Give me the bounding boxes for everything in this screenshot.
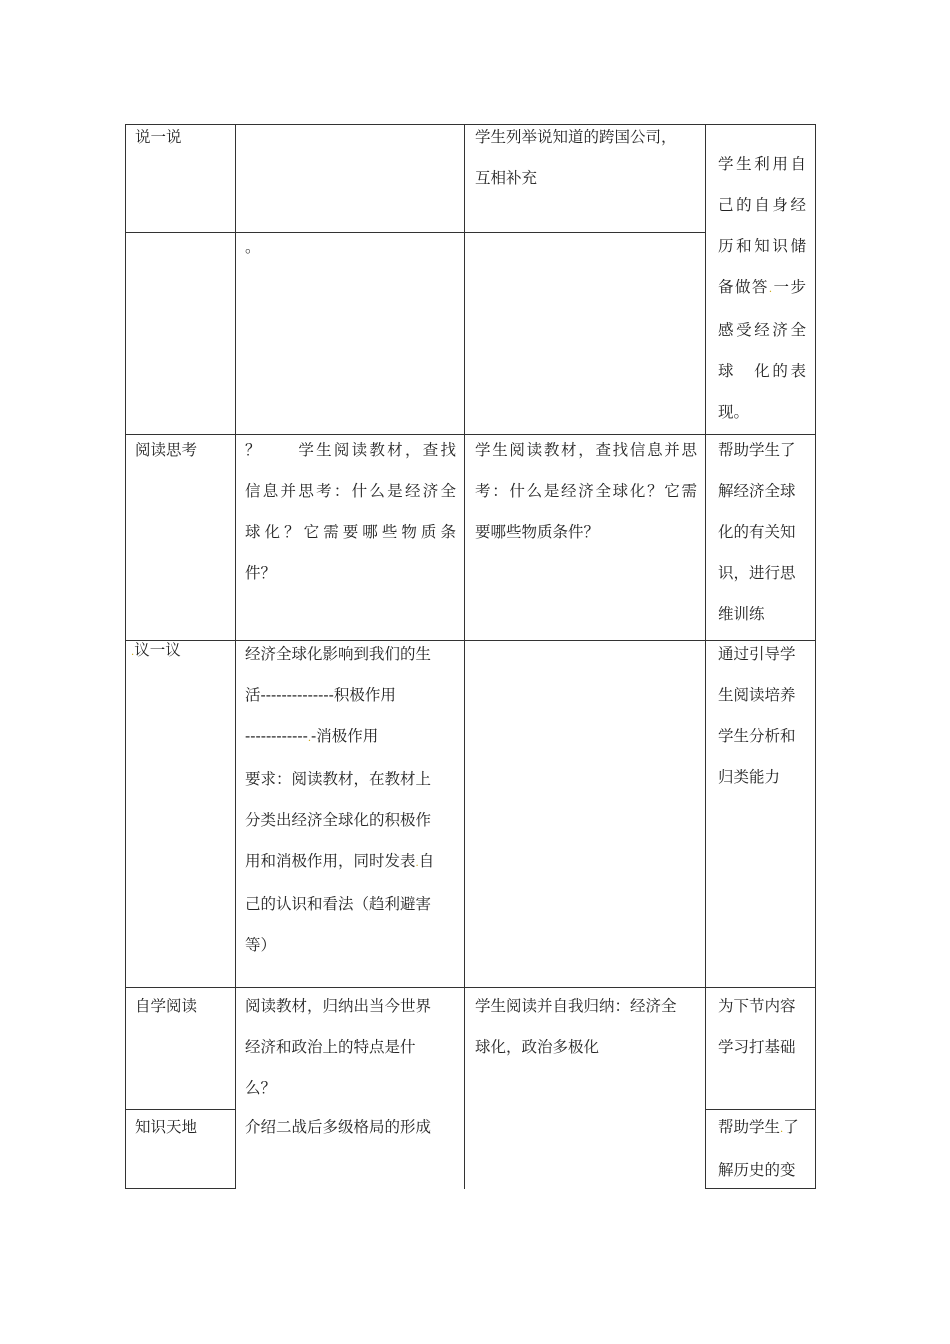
activity-label-cell (135, 986, 197, 1027)
text-line: 球化，政治多极化 (475, 1038, 600, 1056)
text-line: 么？ (245, 1079, 277, 1097)
text-line: 活--------------积极作用 (245, 686, 396, 704)
text-line: 。 (245, 238, 261, 256)
row-divider (125, 640, 816, 641)
design-intent-cell (718, 1107, 799, 1191)
text-line: 阅读教材，归纳出当今世界 (245, 997, 432, 1015)
teacher-activity-cell (245, 1107, 431, 1148)
table-border-right (815, 124, 816, 1189)
column-divider (235, 124, 236, 1189)
activity-label: 知识天地 (135, 1118, 198, 1136)
text-line: 学生分析和 (718, 727, 796, 745)
design-intent-cell (718, 144, 806, 433)
activity-label: 阅读思考 (135, 441, 198, 459)
activity-label: .议一议 (131, 641, 181, 659)
text-line: 学习打基础 (718, 1038, 796, 1056)
column-divider (705, 124, 706, 1189)
text-line: 为下节内容 (718, 997, 796, 1015)
design-intent-cell (718, 634, 796, 798)
text-line: 备做答.一步 (718, 278, 806, 296)
column-divider (464, 124, 465, 1189)
text-line: 现。 (718, 403, 750, 421)
activity-label-cell (135, 430, 197, 471)
activity-label-cell (135, 117, 182, 158)
text-line: 经济全球化影响到我们的生 (245, 645, 432, 663)
teacher-activity-cell (245, 986, 431, 1109)
text-line: 学生阅读教材，查找信息并思 (475, 441, 697, 459)
text-line: 归类能力 (718, 768, 781, 786)
activity-label-cell (135, 1107, 197, 1148)
row-divider (125, 232, 705, 233)
text-line: 解历史的变 (718, 1161, 796, 1179)
text-line: 己的自身经 (718, 196, 806, 214)
teacher-activity-cell (245, 430, 456, 594)
row-divider (125, 987, 816, 988)
text-line: 解经济全球 (718, 482, 796, 500)
student-activity-cell (475, 117, 677, 199)
table-border-left (125, 124, 126, 1189)
text-line: 通过引导学 (718, 645, 796, 663)
text-line: 学生阅读并自我归纳：经济全 (475, 997, 677, 1015)
text-line: 考：什么是经济全球化？它需 (475, 482, 697, 500)
text-line: 生阅读培养 (718, 686, 796, 704)
text-line: 化的有关知 (718, 523, 796, 541)
activity-label: 自学阅读 (135, 997, 198, 1015)
text-line: 帮助学生.了 (718, 1118, 799, 1136)
text-line: 帮助学生了 (718, 441, 796, 459)
text-line: 等） (245, 936, 277, 954)
row-divider (125, 434, 816, 435)
text-line: 要求：阅读教材，在教材上 (245, 770, 432, 788)
text-line: ？ 学生阅读教材，查找 (245, 441, 456, 459)
text-line: 要哪些物质条件？ (475, 523, 600, 541)
text-line: 己的认识和看法（趋利避害 (245, 895, 432, 913)
table-border-bottom (125, 1188, 235, 1189)
text-line: ------------.-消极作用 (245, 727, 379, 745)
text-line: 维训练 (718, 605, 765, 623)
design-intent-cell (718, 430, 796, 635)
text-line: 介绍二战后多级格局的形成 (245, 1118, 432, 1136)
student-activity-cell (475, 986, 677, 1068)
table-border-top (125, 124, 816, 125)
text-line: 感受经济全 (718, 321, 806, 339)
activity-label: 说一说 (135, 128, 182, 146)
text-line: 历和知识储 (718, 237, 806, 255)
text-line: 学生列举说知道的跨国公司， (475, 128, 677, 146)
teacher-activity-cell (245, 634, 456, 966)
text-line: 互相补充 (475, 169, 538, 187)
text-line: 识，进行思 (718, 564, 796, 582)
text-line: 球 化的表 (718, 362, 806, 380)
text-line: 件？ (245, 564, 277, 582)
text-line: 学生利用自 (718, 155, 806, 173)
activity-label-cell (131, 630, 181, 673)
text-line: 球化？它需要哪些物质条 (245, 523, 456, 541)
text-line: 信息并思考：什么是经济全 (245, 482, 456, 500)
design-intent-cell (718, 986, 796, 1068)
student-activity-cell (475, 430, 697, 553)
text-line: 经济和政治上的特点是什 (245, 1038, 416, 1056)
teacher-activity-cell (245, 227, 261, 268)
text-line: 分类出经济全球化的积极作 (245, 811, 432, 829)
text-line: 用和消极作用，同时发表.自 (245, 852, 435, 870)
